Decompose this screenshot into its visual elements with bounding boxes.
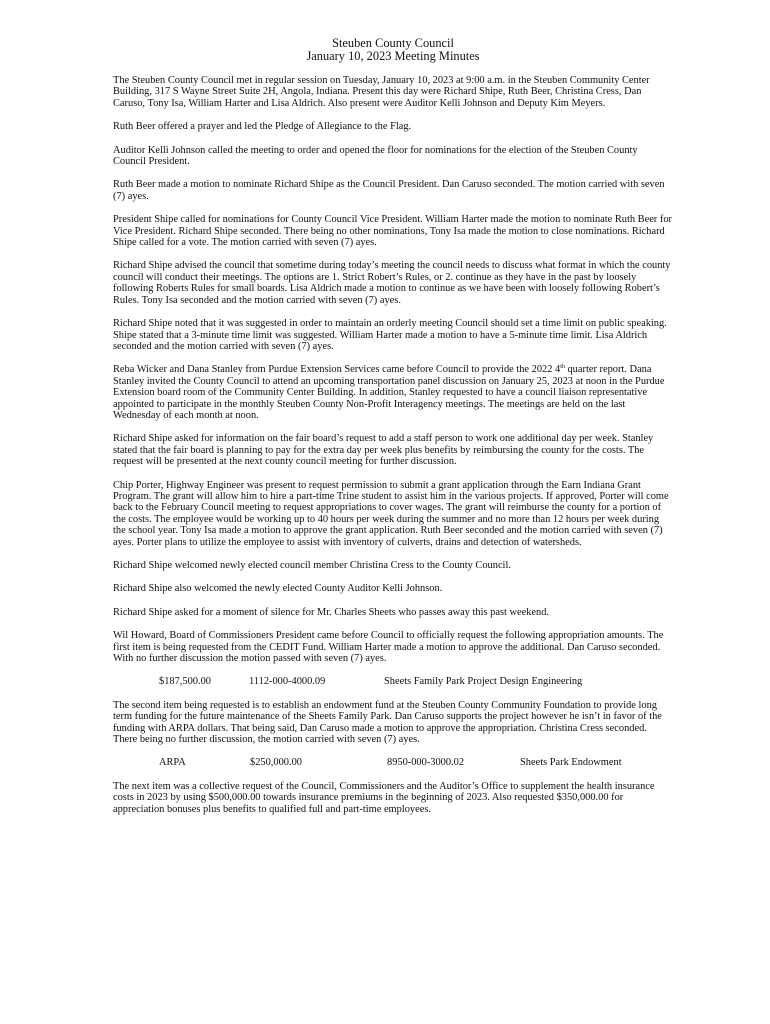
- appropriation-account: 1112-000-4000.09: [249, 676, 326, 688]
- minutes-body: [113, 75, 673, 815]
- paragraph-health-insurance: The next item was a collective request of the Council, Commissioners and the Auditor’s Office to supplement the health insurance costs in 2023 by using $500,000.00 towards insurance premiums in the beginning of 2023. Also requested $350,000.00 for appreciation bonuses plus benefits to qualified full and part-time employees.: [113, 780, 655, 815]
- appropriation-description: Sheets Family Park Project Design Engineering: [384, 676, 583, 688]
- document-title: [113, 37, 673, 63]
- ordinal-superscript: th: [560, 364, 565, 371]
- org-name: Steuben County Council: [332, 36, 454, 50]
- appropriation-amount: $187,500.00: [159, 676, 211, 688]
- appropriation-account: 8950-000-3000.02: [387, 757, 465, 769]
- paragraph-moment-of-silence: Richard Shipe asked for a moment of silence for Mr. Charles Sheets who passes away this past weekend.: [113, 606, 550, 618]
- meeting-date-title: January 10, 2023 Meeting Minutes: [306, 49, 480, 63]
- paragraph-purdue-extension-start: Reba Wicker and Dana Stanley from Purdue Extension Services came before Council to provide the 2022 4: [113, 364, 561, 376]
- appropriation-description: Sheets Park Endowment: [520, 757, 622, 769]
- appropriation-fund: ARPA: [159, 757, 186, 769]
- paragraph-vice-president-nomination: President Shipe called for nominations for County Council Vice President. William Harter made the motion to nominate Ruth Beer for Vice President. Richard Shipe seconded. There being no other nominations, Tony Isa made the motion to close nominations. Richard Shipe called for a vote. The motion carried with seven (7) ayes.: [113, 214, 672, 249]
- paragraph-welcome-auditor: Richard Shipe also welcomed the newly elected County Auditor Kelli Johnson.: [113, 583, 443, 595]
- appropriation-amount: $250,000.00: [250, 757, 302, 769]
- paragraph-call-to-order: Auditor Kelli Johnson called the meeting to order and opened the floor for nominations for the election of the Steuben County Council President.: [113, 144, 638, 168]
- paragraph-purdue-extension: [113, 364, 673, 421]
- paragraph-welcome-council-member: Richard Shipe welcomed newly elected council member Christina Cress to the County Council.: [113, 560, 511, 571]
- appropriation-row: [113, 757, 673, 768]
- appropriation-row: [113, 676, 673, 687]
- paragraph-endowment: The second item being requested is to establish an endowment fund at the Steuben County Community Foundation to provide long term funding for the future maintenance of the Sheets Family Park. Dan Caruso supports the project however he isn’t in favor of the funding with ARPA dollars. That being said, Dan Caruso made a motion to approve the appropriation. Christina Cress seconded. There being no further discussion, the motion carried with seven (7) ayes.: [113, 699, 662, 746]
- paragraph-highway-grant: Chip Porter, Highway Engineer was present to request permission to submit a grant application through the Earn Indiana Grant Program. The grant will allow him to hire a part-time Trine student to assist him in the various projects. If approved, Porter will come back to the February Council meeting to request appropriations to cover wages. The grant will reimburse the county for a portion of the costs. The employee would be working up to 40 hours per week during the summer and no more than 12 hours per week during the school year. Tony Isa made a motion to approve the grant application. Ruth Beer seconded and the motion carried with seven (7) ayes. Porter plans to utilize the employee to assist with inventory of culverts, drains and detection of watersheds.: [113, 479, 669, 548]
- paragraph-meeting-format: Richard Shipe advised the council that sometime during today’s meeting the council needs to discuss what format in which the county council will conduct their meetings. The options are 1. Strict Robert’s Rules, or 2. continue as they have in the past by loosely following Roberts Rules for small boards. Lisa Aldrich made a motion to continue as we have been with loosely following Robert’s Rules. Tony Isa seconded and the motion carried with seven (7) ayes.: [113, 260, 671, 306]
- paragraph-appropriation-request: Wil Howard, Board of Commissioners President came before Council to officially request the following appropriation amounts. The first item is being requested from the CEDIT Fund. William Harter made a motion to approve the additional. Dan Caruso seconded. With no further discussion the motion passed with seven (7) ayes.: [113, 630, 664, 665]
- paragraph-prayer: Ruth Beer offered a prayer and led the Pledge of Allegiance to the Flag.: [113, 121, 412, 133]
- paragraph-president-nomination: Ruth Beer made a motion to nominate Richard Shipe as the Council President. Dan Caruso seconded. The motion carried with seven (7) ayes.: [113, 179, 665, 202]
- paragraph-time-limit: Richard Shipe noted that it was suggested in order to maintain an orderly meeting Council should set a time limit on public speaking. Shipe stated that a 3-minute time limit was suggested. William Harter made a motion to have a 5-minute time limit. Lisa Aldrich seconded and the motion carried with seven (7) ayes.: [113, 318, 667, 352]
- minutes-page: [113, 37, 673, 827]
- paragraph-purdue-extension-rest: quarter report. Dana Stanley invited the County Council to attend an upcoming transportation panel discussion on January 25, 2023 at noon in the Purdue Extension board room of the Community Center Building. In addition, Stanley requested to have a council liaison representative appointed to participate in the monthly Steuben County Non-Profit Interagency meetings. The meetings are held on the last Wednesday of each month at noon.: [113, 364, 665, 421]
- paragraph-session-opening: The Steuben County Council met in regular session on Tuesday, January 10, 2023 at 9:00 a.m. in the Steuben Community Center Building, 317 S Wayne Street Suite 2H, Angola, Indiana. Present this day were Richard Shipe, Ruth Beer, Christina Cress, Dan Caruso, Tony Isa, William Harter and Lisa Aldrich. Also present were Auditor Kelli Johnson and Deputy Kim Meyers.: [113, 75, 650, 109]
- paragraph-fair-board: Richard Shipe asked for information on the fair board’s request to add a staff person to work one additional day per week. Stanley stated that the fair board is planning to pay for the extra day per week plus benefits by reimbursing the county for the costs. The request will be presented at the next county council meeting for further discussion.: [113, 433, 654, 468]
